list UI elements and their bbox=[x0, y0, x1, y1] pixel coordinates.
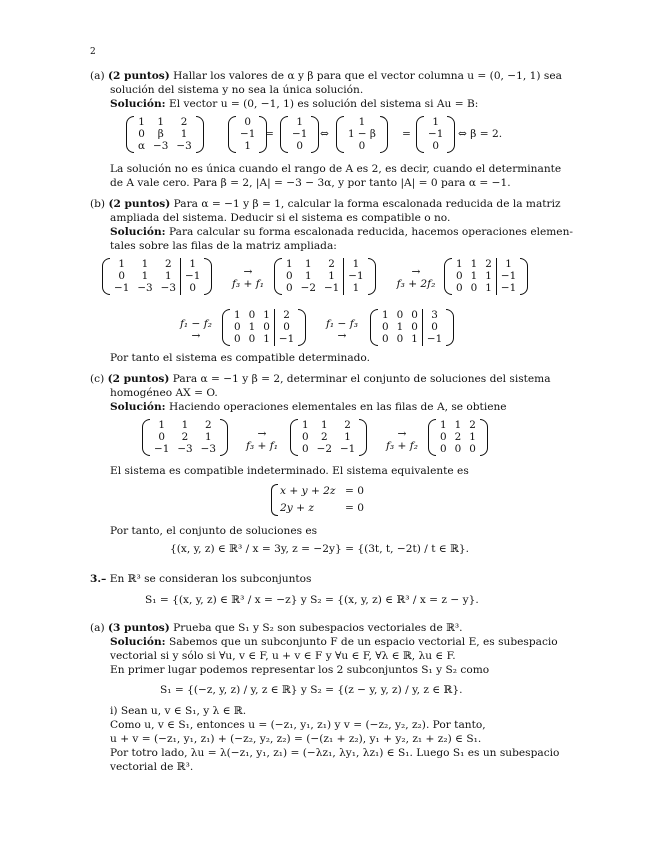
matrix-c-3: 1 1 2 0 2 1 0 0 0 bbox=[428, 419, 488, 456]
op-label: f₃ + 2f₂ bbox=[396, 278, 436, 290]
part-a-statement: Hallar los valores de α y β para que el vector columna u = (0, −1, 1) sea bbox=[173, 70, 562, 82]
part-c-line1 bbox=[90, 373, 551, 386]
part-a-line2: solución del sistema y no sea la única solución. bbox=[110, 84, 364, 96]
arrow-op3: f₁ − f₂ → bbox=[174, 318, 218, 342]
vector-u: 0 −1 1 bbox=[228, 116, 267, 153]
part-c-equivalent-text: El sistema es compatible indeterminado. El sistema equivalente es bbox=[110, 465, 469, 477]
part-b-label: (b) bbox=[90, 198, 106, 210]
arrow-op1: → f₃ + f₁ bbox=[226, 266, 270, 290]
equals-sign: = bbox=[265, 128, 274, 140]
part-a-label: (a) bbox=[90, 70, 105, 82]
solution-text: Para calcular su forma escalonada reducida, hacemos operaciones elemen- bbox=[168, 226, 573, 238]
beta-result: ⇔ β = 2. bbox=[458, 128, 503, 140]
vector-B: 1 −1 0 bbox=[280, 116, 319, 153]
part-3a-l5: vectorial de ℝ³. bbox=[110, 761, 194, 773]
part-a-solution bbox=[110, 98, 478, 111]
arrow-c-op1: → f₃ + f₁ bbox=[240, 428, 284, 452]
op-label: f₃ + f₂ bbox=[386, 440, 418, 452]
solution-text: Sabemos que un subconjunto F de un espacio vectorial E, es subespacio bbox=[168, 636, 558, 648]
section-3-text: En ℝ³ se consideran los subconjuntos bbox=[109, 573, 312, 585]
part-3a-solution bbox=[110, 636, 558, 649]
augmented-matrix-4: 1 0 1 2 0 1 0 0 0 0 1 −1 bbox=[222, 309, 306, 346]
section-3-label: 3.– bbox=[90, 573, 107, 585]
part-3a-l3: u + v = (−z₁, y₁, z₁) + (−z₂, y₂, z₂) = (−(z₁ + z₂), y₁ + y₂, z₁ + z₂) ∈ S₁. bbox=[110, 733, 482, 745]
part-a-line1 bbox=[90, 70, 562, 83]
solution-text: El vector u = (0, −1, 1) es solución del sistema si Au = B: bbox=[168, 98, 479, 110]
part-3a-sets-representation: S₁ = {(−z, y, z) / y, z ∈ ℝ} y S₂ = {(z − y, y, z) / y, z ∈ ℝ}. bbox=[160, 684, 463, 696]
part-a-text1: La solución no es única cuando el rango de A es 2, es decir, cuando el determinante bbox=[110, 163, 562, 175]
part-c-line2: homogéneo AX = O. bbox=[110, 387, 218, 399]
part-c-solution-text: Por tanto, el conjunto de soluciones es bbox=[110, 525, 318, 537]
system-brace bbox=[271, 484, 278, 516]
augmented-matrix-1: 1 1 2 1 0 1 1 −1 −1 −3 −3 0 bbox=[102, 258, 212, 295]
op-label: f₃ + f₁ bbox=[232, 278, 264, 290]
solution-label: Solución: bbox=[110, 636, 166, 648]
part-3a-l1: i) Sean u, v ∈ S₁, y λ ∈ ℝ. bbox=[110, 705, 247, 717]
matrix-c-2: 1 1 2 0 2 1 0 −2 −1 bbox=[290, 419, 367, 456]
part-3a-label: (a) bbox=[90, 622, 105, 634]
arrow-c-op2: → f₃ + f₂ bbox=[380, 428, 424, 452]
arrow-op4: f₁ − f₃ → bbox=[320, 318, 364, 342]
op-label: f₁ − f₂ bbox=[180, 318, 212, 330]
matrix-A: 1 1 2 0 β 1 α −3 −3 bbox=[126, 116, 204, 153]
part-c-label: (c) bbox=[90, 373, 105, 385]
vector-result: 1 1 − β 0 bbox=[336, 116, 388, 153]
vector-B-2: 1 −1 0 bbox=[416, 116, 455, 153]
part-3a-points: (3 puntos) bbox=[107, 622, 170, 634]
system-eq1-rhs: = 0 bbox=[345, 485, 364, 497]
page-number: 2 bbox=[90, 47, 96, 57]
part-b-line2: ampliada del sistema. Deducir si el sistema es compatible o no. bbox=[110, 212, 451, 224]
part-b-solution bbox=[110, 226, 573, 239]
solution-label: Solución: bbox=[110, 401, 166, 413]
part-b-solution-2: tales sobre las filas de la matriz ampliada: bbox=[110, 240, 337, 252]
part-a-points: (2 puntos) bbox=[107, 70, 170, 82]
part-c-statement: Para α = −1 y β = 2, determinar el conjunto de soluciones del sistema bbox=[172, 373, 551, 385]
part-c-solution bbox=[110, 401, 507, 414]
section-3-intro bbox=[90, 573, 311, 586]
augmented-matrix-3: 1 1 2 1 0 1 1 −1 0 0 1 −1 bbox=[444, 258, 528, 295]
iff-symbol: ⇔ bbox=[320, 128, 329, 140]
part-b-statement: Para α = −1 y β = 1, calcular la forma escalonada reducida de la matriz bbox=[173, 198, 561, 210]
part-b-conclusion: Por tanto el sistema es compatible determinado. bbox=[110, 352, 370, 364]
system-eq2-rhs: = 0 bbox=[345, 502, 364, 514]
part-a-text2: de A vale cero. Para β = 2, |A| = −3 − 3α, y por tanto |A| = 0 para α = −1. bbox=[110, 177, 511, 189]
op-label: f₁ − f₃ bbox=[326, 318, 358, 330]
system-eq2-lhs: 2y + z bbox=[280, 502, 314, 514]
part-3a-sol-line2: vectorial si y sólo si ∀u, v ∈ F, u + v ∈ F y ∀u ∈ F, ∀λ ∈ ℝ, λu ∈ F. bbox=[110, 650, 456, 662]
part-3a-line1 bbox=[90, 622, 463, 635]
part-b-points: (2 puntos) bbox=[108, 198, 171, 210]
arrow-op2: → f₃ + 2f₂ bbox=[390, 266, 442, 290]
solution-label: Solución: bbox=[110, 226, 166, 238]
part-b-line1 bbox=[90, 198, 561, 211]
augmented-matrix-2: 1 1 2 1 0 1 1 −1 0 −2 −1 1 bbox=[274, 258, 376, 295]
part-3a-statement: Prueba que S₁ y S₂ son subespacios vectoriales de ℝ³. bbox=[173, 622, 463, 634]
augmented-matrix-5: 1 0 0 3 0 1 0 0 0 0 1 −1 bbox=[370, 309, 454, 346]
system-eq1-lhs: x + y + 2z bbox=[280, 485, 336, 497]
op-label: f₃ + f₁ bbox=[246, 440, 278, 452]
part-3a-sol-line3: En primer lugar podemos representar los 2 subconjuntos S₁ y S₂ como bbox=[110, 664, 490, 676]
part-c-points: (2 puntos) bbox=[107, 373, 170, 385]
section-3-sets: S₁ = {(x, y, z) ∈ ℝ³ / x = −z} y S₂ = {(x, y, z) ∈ ℝ³ / x = z − y}. bbox=[145, 594, 479, 606]
solution-set: {(x, y, z) ∈ ℝ³ / x = 3y, z = −2y} = {(3t, t, −2t) / t ∈ ℝ}. bbox=[170, 543, 469, 555]
equals-sign-2: = bbox=[402, 128, 411, 140]
part-3a-l2: Como u, v ∈ S₁, entonces u = (−z₁, y₁, z₁) y v = (−z₂, y₂, z₂). Por tanto, bbox=[110, 719, 486, 731]
part-3a-l4: Por totro lado, λu = λ(−z₁, y₁, z₁) = (−λz₁, λy₁, λz₁) ∈ S₁. Luego S₁ es un subespacio bbox=[110, 747, 560, 759]
solution-label: Solución: bbox=[110, 98, 166, 110]
solution-text: Haciendo operaciones elementales en las filas de A, se obtiene bbox=[168, 401, 507, 413]
matrix-c-1: 1 1 2 0 2 1 −1 −3 −3 bbox=[142, 419, 228, 456]
